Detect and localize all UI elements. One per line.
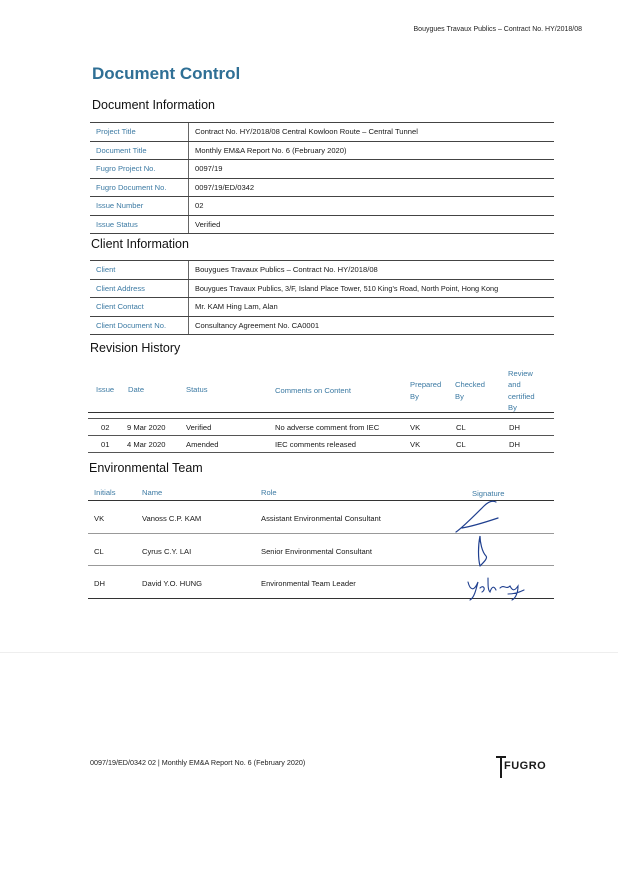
cell-initials: DH xyxy=(94,579,105,588)
page-divider xyxy=(0,652,618,653)
cell-name: Cyrus C.Y. LAI xyxy=(142,546,192,556)
section-heading-revision-history: Revision History xyxy=(90,341,181,355)
cell-status: Amended xyxy=(186,440,219,449)
table-row xyxy=(90,317,554,336)
row-label: Issue Status xyxy=(96,219,138,229)
row-label: Client Document No. xyxy=(96,320,167,330)
row-label: Client Contact xyxy=(96,302,144,312)
column-header-review-certified: certified xyxy=(508,392,535,401)
cell-prepared-by: VK xyxy=(410,423,421,432)
document-information-table xyxy=(90,122,554,234)
cell-issue: 02 xyxy=(101,423,110,432)
table-row xyxy=(90,216,554,235)
cell-checked-by: CL xyxy=(456,423,466,432)
fugro-logo xyxy=(494,752,556,782)
cell-initials: CL xyxy=(94,546,104,556)
cell-role: Environmental Team Leader xyxy=(261,579,356,588)
column-header-name: Name xyxy=(142,488,163,497)
column-header-review-by: By xyxy=(508,403,517,412)
svg-text:FUGRO: FUGRO xyxy=(504,760,547,772)
table-row xyxy=(90,160,554,179)
row-value: Bouygues Travaux Publics – Contract No. HY/2018/08 xyxy=(195,265,378,275)
column-header-review-and: and xyxy=(508,380,521,389)
row-label: Issue Number xyxy=(96,201,144,211)
column-header-initials: Initials xyxy=(94,488,116,497)
row-value: Monthly EM&A Report No. 6 (February 2020) xyxy=(195,145,347,155)
section-heading-client-information: Client Information xyxy=(91,237,189,251)
row-label: Document Title xyxy=(96,145,147,155)
row-label: Client Address xyxy=(96,283,145,293)
row-value: 0097/19 xyxy=(195,164,223,174)
table-header xyxy=(88,366,554,413)
column-header-issue: Issue xyxy=(96,385,115,394)
cell-name: Vanoss C.P. KAM xyxy=(142,514,202,523)
column-header-comments: Comments on Content xyxy=(275,386,351,395)
table-row xyxy=(90,298,554,317)
footer-reference: 0097/19/ED/0342 02 | Monthly EM&A Report No. 6 (February 2020) xyxy=(90,758,306,767)
table-row xyxy=(90,197,554,216)
revision-history-table xyxy=(88,366,554,453)
cell-comments: IEC comments released xyxy=(275,440,357,449)
cell-issue: 01 xyxy=(101,440,110,449)
signature-vk xyxy=(452,498,502,536)
row-value: Bouygues Travaux Publics, 3/F, Island Place Tower, 510 King’s Road, North Point, Hong Kong xyxy=(195,283,499,293)
cell-prepared-by: VK xyxy=(410,440,421,449)
cell-role: Senior Environmental Consultant xyxy=(261,546,373,556)
row-value: Contract No. HY/2018/08 Central Kowloon Route – Central Tunnel xyxy=(195,127,418,137)
table-row xyxy=(90,280,554,299)
row-label: Project Title xyxy=(96,127,136,137)
cell-comments: No adverse comment from IEC xyxy=(275,423,380,432)
column-header-prepared-by: By xyxy=(410,392,419,401)
cell-name: David Y.O. HUNG xyxy=(142,579,203,588)
client-information-table xyxy=(90,260,554,335)
row-value: Mr. KAM Hing Lam, Alan xyxy=(195,302,278,312)
cell-role: Assistant Environmental Consultant xyxy=(261,514,381,523)
signature-cl xyxy=(468,532,498,570)
table-row xyxy=(90,122,554,142)
table-row xyxy=(88,436,554,453)
column-header-status: Status xyxy=(186,385,208,394)
section-heading-environmental-team: Environmental Team xyxy=(89,461,203,475)
column-header-prepared: Prepared xyxy=(410,380,442,389)
row-label: Fugro Project No. xyxy=(96,164,156,174)
header-reference: Bouygues Travaux Publics – Contract No. HY/2018/08 xyxy=(413,26,582,33)
table-row xyxy=(90,142,554,161)
column-header-role: Role xyxy=(261,488,277,497)
column-header-date: Date xyxy=(128,385,145,394)
table-row xyxy=(88,418,554,436)
column-header-signature: Signature xyxy=(472,489,505,498)
cell-initials: VK xyxy=(94,514,105,523)
row-value: Consultancy Agreement No. CA0001 xyxy=(195,320,320,330)
cell-date: 4 Mar 2020 xyxy=(127,440,166,449)
row-value: Verified xyxy=(195,219,221,229)
cell-status: Verified xyxy=(186,423,212,432)
signature-dh xyxy=(464,572,528,604)
cell-date: 9 Mar 2020 xyxy=(127,423,166,432)
row-label: Client xyxy=(96,265,116,275)
column-header-checked-by: By xyxy=(455,392,464,401)
cell-checked-by: CL xyxy=(456,440,466,449)
cell-reviewed-by: DH xyxy=(509,423,520,432)
table-row xyxy=(90,179,554,198)
table-row xyxy=(90,260,554,280)
row-label: Fugro Document No. xyxy=(96,182,167,192)
column-header-review: Review xyxy=(508,369,533,378)
row-value: 02 xyxy=(195,201,204,211)
row-value: 0097/19/ED/0342 xyxy=(195,182,255,192)
page-title: Document Control xyxy=(92,64,241,83)
column-header-checked: Checked xyxy=(455,380,485,389)
section-heading-document-information: Document Information xyxy=(92,98,215,112)
cell-reviewed-by: DH xyxy=(509,440,520,449)
